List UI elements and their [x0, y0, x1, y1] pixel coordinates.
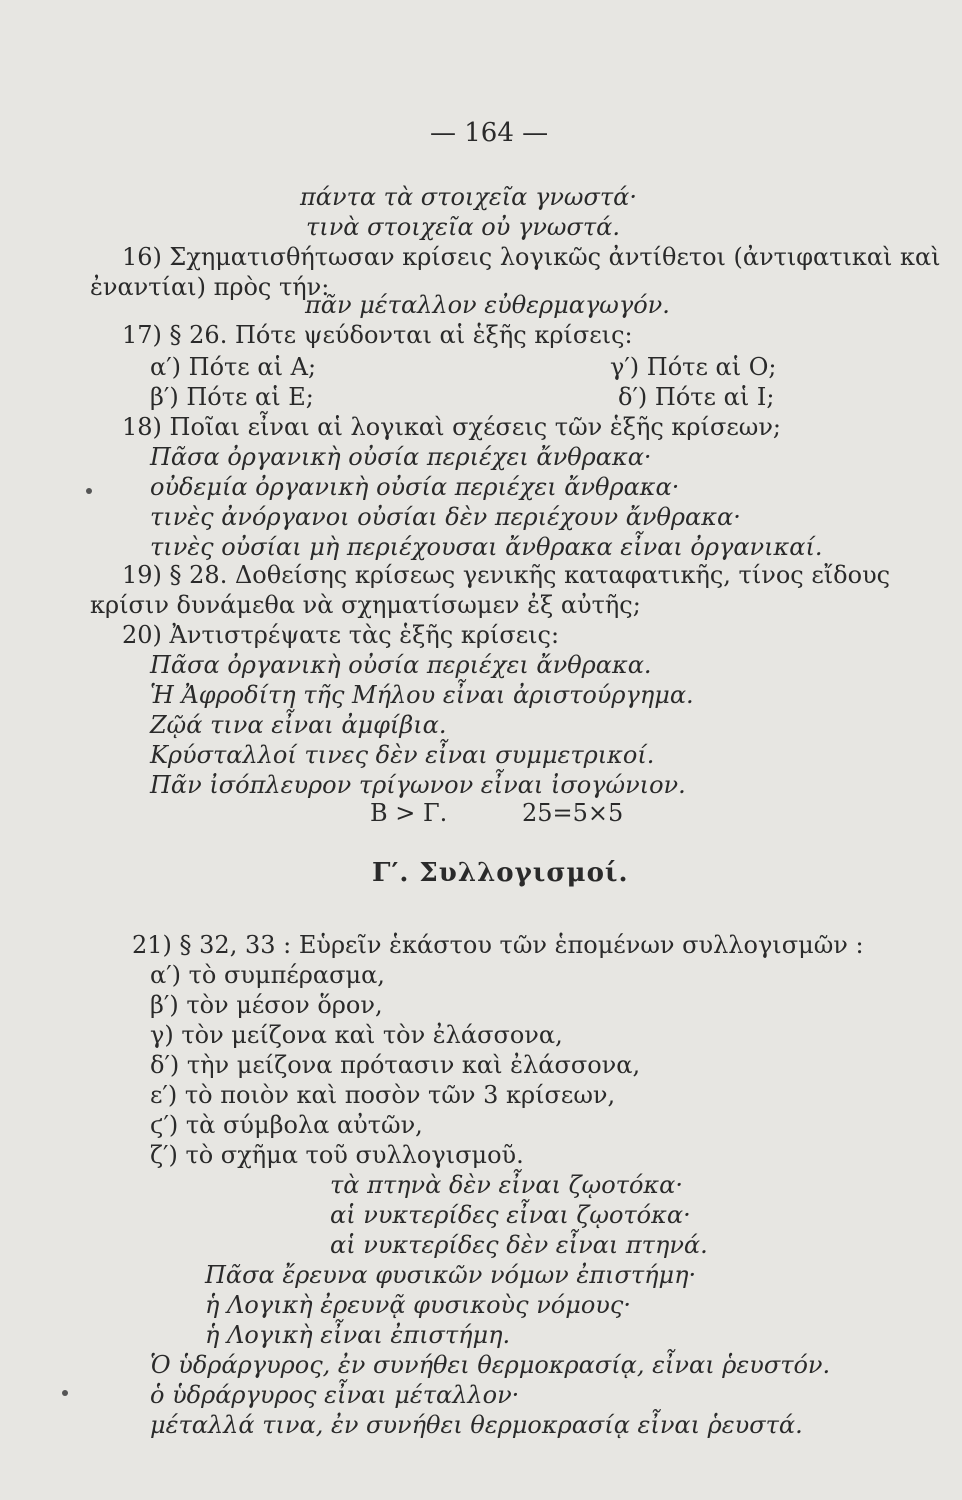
exercise-21: 21) § 32, 33 : Εὑρεῖν ἑκάστου τῶν ἑπομένων συλλογισμῶν :: [132, 931, 864, 959]
text-line: πάντα τὰ στοιχεῖα γνωστά·: [300, 183, 637, 211]
text-line: Πᾶσα ἔρευνα φυσικῶν νόμων ἐπιστήμη·: [205, 1261, 697, 1289]
text-line: β′) τὸν μέσον ὅρον,: [150, 991, 383, 1019]
text-line: τινὰ στοιχεῖα οὐ γνωστά.: [306, 213, 620, 241]
text-line: οὐδεμία ὀργανικὴ οὐσία περιέχει ἄνθρακα·: [150, 473, 680, 501]
ink-dot: [86, 488, 92, 494]
page-number: — 164 —: [430, 118, 549, 148]
section-heading: Γ′. Συλλογισμοί.: [372, 858, 629, 888]
text-line: ἐναντίαι) πρὸς τήν:: [90, 273, 330, 301]
text-line: δ′) Πότε αἱ Ι;: [618, 383, 775, 411]
text-line: κρίσιν δυνάμεθα νὰ σχηματίσωμεν ἐξ αὐτῆς;: [90, 591, 641, 619]
text-line: τὰ πτηνὰ δὲν εἶναι ζῳοτόκα·: [330, 1171, 683, 1199]
text-line: γ′) Πότε αἱ Ο;: [610, 353, 777, 381]
text-line: δ′) τὴν μείζονα πρότασιν καὶ ἐλάσσονα,: [150, 1051, 641, 1079]
text-line: α′) Πότε αἱ Α;: [150, 353, 317, 381]
text-line: Ζῷά τινα εἶναι ἀμφίβια.: [150, 711, 447, 739]
text-line: Πᾶν ἰσόπλευρον τρίγωνον εἶναι ἰσογώνιον.: [150, 771, 686, 799]
text-line: Πᾶσα ὀργανικὴ οὐσία περιέχει ἄνθρακα·: [150, 443, 652, 471]
text-line: ἡ Λογικὴ ἐρευνᾷ φυσικοὺς νόμους·: [205, 1291, 631, 1319]
text-line: γ) τὸν μείζονα καὶ τὸν ἐλάσσονα,: [150, 1021, 563, 1049]
text-line: ϛ′) τὰ σύμβολα αὐτῶν,: [150, 1111, 423, 1139]
exercise-20: 20) Ἀντιστρέψατε τὰς ἑξῆς κρίσεις:: [122, 621, 560, 649]
text-line: μέταλλά τινα, ἐν συνήθει θερμοκρασίᾳ εἶναι ῥευστά.: [150, 1411, 803, 1439]
text-line: Ἡ Ἀφροδίτη τῆς Μήλου εἶναι ἀριστούργημα.: [150, 681, 694, 709]
text-line: τινὲς ἀνόργανοι οὐσίαι δὲν περιέχουν ἄνθρακα·: [150, 503, 741, 531]
text-line: ὁ ὑδράργυρος εἶναι μέταλλον·: [150, 1381, 520, 1409]
text-line: Ὁ ὑδράργυρος, ἐν συνήθει θερμοκρασίᾳ, εἶναι ῥευστόν.: [150, 1351, 831, 1379]
exercise-17: 17) § 26. Πότε ψεύδονται αἱ ἑξῆς κρίσεις:: [122, 321, 633, 349]
text-line: αἱ νυκτερίδες εἶναι ζῳοτόκα·: [330, 1201, 691, 1229]
text-line: ε′) τὸ ποιὸν καὶ ποσὸν τῶν 3 κρίσεων,: [150, 1081, 616, 1109]
exercise-16: 16) Σχηματισθήτωσαν κρίσεις λογικῶς ἀντίθετοι (ἀντιφατικαὶ καὶ: [122, 243, 941, 271]
exercise-19: 19) § 28. Δοθείσης κρίσεως γενικῆς καταφατικῆς, τίνος εἴδους: [122, 561, 891, 589]
text-line: ζ′) τὸ σχῆμα τοῦ συλλογισμοῦ.: [150, 1141, 524, 1169]
text-line: Κρύσταλλοί τινες δὲν εἶναι συμμετρικοί.: [150, 741, 655, 769]
text-line: 25=5×5: [522, 799, 624, 827]
text-line: Β > Γ.: [370, 799, 448, 827]
text-line: τινὲς οὐσίαι μὴ περιέχουσαι ἄνθρακα εἶναι ὀργανικαί.: [150, 533, 823, 561]
exercise-18: 18) Ποῖαι εἶναι αἱ λογικαὶ σχέσεις τῶν ἑξῆς κρίσεων;: [122, 413, 782, 441]
text-line: Πᾶσα ὀργανικὴ οὐσία περιέχει ἄνθρακα.: [150, 651, 652, 679]
ink-dot: [62, 1390, 68, 1396]
text-line: ἡ Λογικὴ εἶναι ἐπιστήμη.: [205, 1321, 511, 1349]
text-line: β′) Πότε αἱ Ε;: [150, 383, 314, 411]
text-line: α′) τὸ συμπέρασμα,: [150, 961, 385, 989]
text-line: αἱ νυκτερίδες δὲν εἶναι πτηνά.: [330, 1231, 708, 1259]
text-line: πᾶν μέταλλον εὐθερμαγωγόν.: [305, 291, 670, 319]
